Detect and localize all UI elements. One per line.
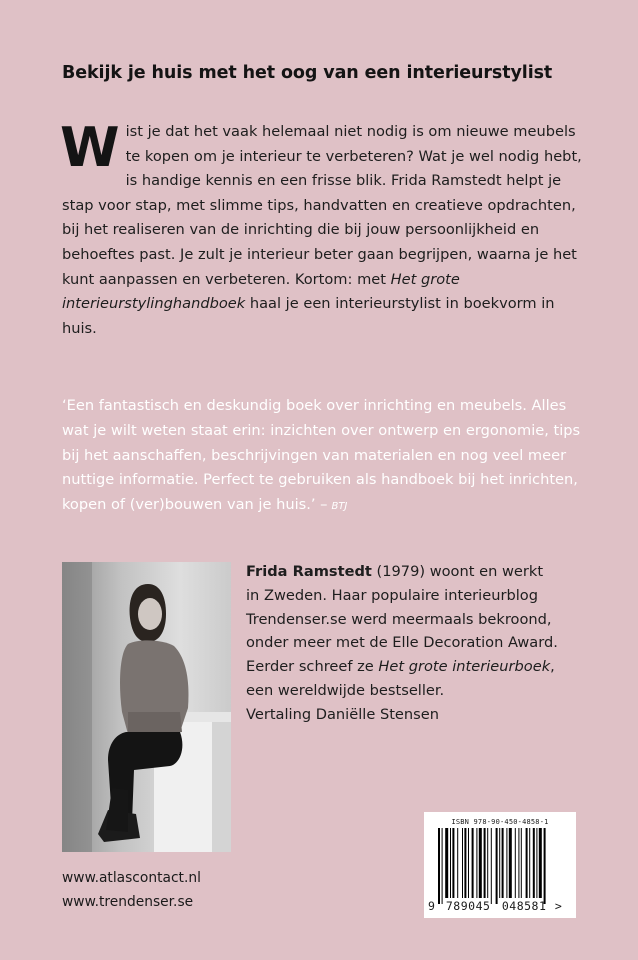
back-cover-headline: Bekijk je huis met het oog van een interieurstylist <box>62 63 553 83</box>
barcode-bar <box>462 828 463 898</box>
barcode-bar <box>509 828 512 898</box>
barcode-bar <box>518 828 519 898</box>
barcode-bar <box>539 828 542 898</box>
publisher-link[interactable]: www.atlascontact.nl <box>62 870 201 886</box>
website-links <box>62 866 201 914</box>
barcode-bar <box>464 828 466 898</box>
bio-line-5: Eerder schreef ze <box>246 658 379 676</box>
author-website-link[interactable]: www.trendenser.se <box>62 894 194 910</box>
quote-text: ‘Een fantastisch en deskundig boek over inrichting en meubels. Alles wat je wilt weten staat erin: inzichten over ontwerp en ergonomie, tips bij het aanschaffen, beschrijvingen van materialen en nog veel meer nuttige informatie. Perfect te gebruiken als handboek bij het inrichten, kopen of (ver)bouwen van je huis.’ – <box>62 397 581 514</box>
barcode-bar <box>438 828 440 904</box>
intro-line-2: te kopen om je interieur te verbeteren? Wat je wel nodig hebt, <box>125 147 582 165</box>
intro-text: is handige kennis en een frisse blik. Frida Ramstedt helpt je stap voor stap, met slimme tips, handvatten en creatieve opdrachten, bij het realiseren van de inrichting die bij jouw persoonlijkheid en behoeftes past. Je zult je interieur beter gaan begrijpen, waarna je het kunt aanpassen en verbeteren. Kortom: met <box>62 172 577 288</box>
ean-marker: > <box>554 899 563 913</box>
bio-line-4: onder meer met de Elle Decoration Award. <box>246 634 558 652</box>
barcode-bar <box>506 828 507 898</box>
book-title: Het grote interieurstylinghandboek <box>62 270 460 313</box>
ean-left-group: 789045 <box>445 899 491 913</box>
barcode-bar <box>544 828 546 904</box>
barcode-bar <box>468 828 469 898</box>
barcode-bar <box>502 828 504 898</box>
quote-source: BTJ <box>331 501 348 513</box>
barcode-bars <box>438 828 564 908</box>
barcode-bar <box>499 828 500 898</box>
barcode-bar <box>529 828 530 898</box>
barcode-bar <box>515 828 516 898</box>
barcode-bar <box>457 828 458 898</box>
author-photo-illustration <box>62 562 231 852</box>
review-quote <box>62 394 582 520</box>
intro-line-1: ist je dat het vaak helemaal niet nodig is om nieuwe meubels <box>125 123 576 140</box>
intro-text-end: haal je een interieurstylist in boekvorm in huis. <box>62 295 555 337</box>
translator-credit: Vertaling Daniëlle Stensen <box>246 705 439 723</box>
barcode-bar <box>533 828 535 898</box>
isbn-barcode <box>424 812 576 918</box>
barcode-bar <box>496 828 498 904</box>
author-bio <box>246 560 606 727</box>
author-photo <box>62 562 231 852</box>
barcode-bar <box>452 828 454 898</box>
ean-digits <box>428 899 576 913</box>
ean-right-group: 048581 <box>501 899 547 913</box>
bio-line-5-suffix: , <box>550 658 555 676</box>
barcode-bar <box>476 828 477 898</box>
barcode-bar <box>484 828 486 898</box>
barcode-bar <box>442 828 443 904</box>
previous-book-title: Het grote interieurboek <box>378 658 551 676</box>
barcode-bar <box>526 828 528 898</box>
bio-line-3: Trendenser.se werd meermaals bekroond, <box>246 610 552 628</box>
barcode-bar <box>479 828 482 898</box>
barcode-bar <box>536 828 537 898</box>
bio-line-2: in Zweden. Haar populaire interieurblog <box>246 586 538 604</box>
ean-first-digit: 9 <box>428 899 436 913</box>
bio-line-6: een wereldwijde bestseller. <box>246 681 445 699</box>
barcode-bar <box>472 828 474 898</box>
intro-paragraph <box>60 116 582 341</box>
drop-cap: W <box>60 116 120 179</box>
barcode-bar <box>450 828 451 898</box>
barcode-bar <box>491 828 492 904</box>
barcode-bar <box>445 828 448 898</box>
author-name: Frida Ramstedt <box>246 563 372 580</box>
bio-line-1: (1979) woont en werkt <box>371 563 544 580</box>
barcode-bar <box>521 828 522 898</box>
isbn-number: ISBN 978-90-450-4858-1 <box>451 818 549 826</box>
barcode-bar <box>487 828 488 898</box>
